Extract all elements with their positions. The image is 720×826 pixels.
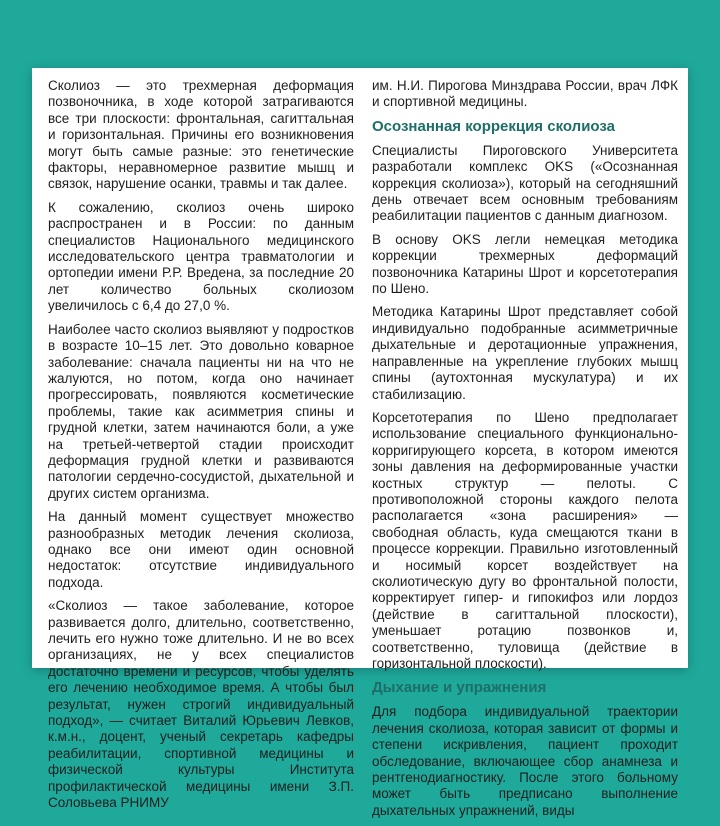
left-column	[48, 78, 354, 818]
section-heading: Осознанная коррекция сколиоза	[372, 117, 615, 135]
paragraph: им. Н.И. Пирогова Минздрава России, врач ЛФК и спортивной медицины.	[372, 78, 678, 110]
paragraph: «Сколиоз — такое заболевание, которое развивается долго, длительно, соответственно, лечить его нужно тоже длительно. И не во всех организациях, не у всех специалистов достаточно времени и ресурсов, чтобы уделять его лечению необходимое время. А чтобы был результат, нужен строгий индивидуальный подход», — считает Виталий Юрьевич Левков, к.м.н., доцент, ученый секретарь кафедры реабилитации, спортивной медицины и физической культуры Института профилактической медицины имени З.П. Соловьева РНИМУ	[48, 598, 354, 811]
paragraph: В основу OKS легли немецкая методика коррекции трехмерных деформаций позвоночника Катарины Шрот и корсетотерапия по Шено.	[372, 231, 678, 297]
paragraph: Методика Катарины Шрот представляет собой индивидуально подобранные асимметричные дыхательные и деротационные упражнения, направленные на укрепление глубоких мышц спины (аутохтонная мускулатура) и их стабилизацию.	[372, 304, 678, 402]
document-page	[32, 68, 688, 818]
right-column	[372, 78, 678, 826]
paragraph: Специалисты Пироговского Университета разработали комплекс OKS («Осознанная коррекция сколиоза»), который на сегодняшний день отвечает всем основным требованиям реабилитации пациентов с данным диагнозом.	[372, 142, 678, 224]
paragraph: Корсетотерапия по Шено предполагает использование специального функционально-корригирующего корсета, в котором имеются зоны давления на деформированные участки костных структур — пелоты. С противоположной стороны каждого пелота располагается «зона расширения» — свободная область, куда смещаются ткани в процессе коррекции. Правильно изготовленный и носимый корсет воздействует на сколиотическую дугу во фронтальной полости, корректирует гипер- и гипокифоз или лордоз (действие в сагиттальной плоскости), уменьшает ротацию позвонков и, соответственно, туловища (действие в горизонтальной плоскости).	[372, 409, 678, 671]
paragraph: Для подбора индивидуальной траектории лечения сколиоза, которая зависит от формы и степени искривления, пациент проходит обследование, включающее сбор анамнеза и рентгенодиагностику. После этого больному может быть предписано выполнение дыхательных упражнений, виды	[372, 704, 678, 818]
paragraph: К сожалению, сколиоз очень широко распространен и в России: по данным специалистов Национального медицинского исследовательского центра травматологии и ортопедии имени Р.Р. Вредена, за последние 20 лет количество больных сколиозом увеличилось с 6,4 до 27,0 %.	[48, 199, 354, 314]
section-heading: Дыхание и упражнения	[372, 679, 547, 697]
paragraph: На данный момент существует множество разнообразных методик лечения сколиоза, однако все они имеют один основной недостаток: отсутствие индивидуального подхода.	[48, 509, 354, 590]
paragraph: Наиболее часто сколиоз выявляют у подростков в возрасте 10–15 лет. Это довольно коварное заболевание: сначала пациенты ни на что не жалуются, но потом, когда оно начинает прогрессировать, появляются косметические проблемы, такие как асимметрия спины и грудной клетки, затем начинаются боли, а уже на третьей-четвертой стадии происходит деформация грудной клетки и развиваются патологии сердечно-сосудистой, дыхательной и других систем организма.	[48, 321, 354, 501]
paragraph: Сколиоз — это трехмерная деформация позвоночника, в ходе которой затрагиваются все три плоскости: фронтальная, сагиттальная и горизонтальная. Причины его возникновения могут быть самые разные: это генетические факторы, неравномерное развитие мышц и связок, нарушение осанки, травмы и так далее.	[48, 78, 354, 192]
